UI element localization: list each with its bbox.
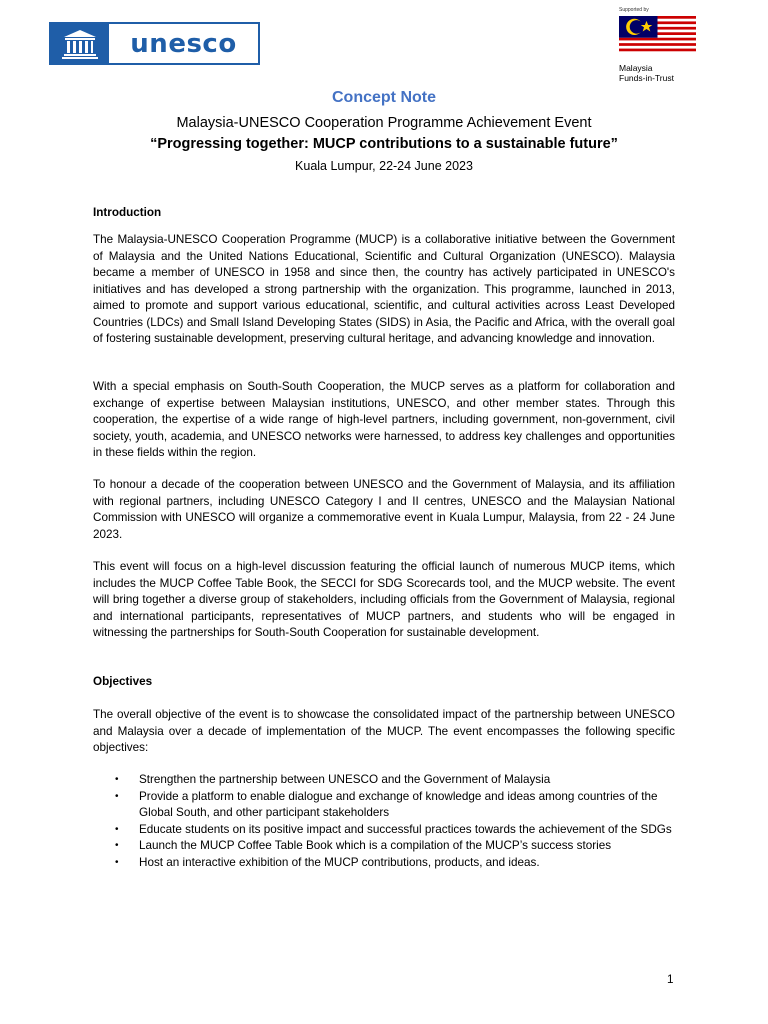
malaysia-fit-label: Malaysia Funds-in-Trust xyxy=(619,63,674,83)
introduction-heading: Introduction xyxy=(93,206,162,219)
event-location-date: Kuala Lumpur, 22-24 June 2023 xyxy=(295,159,473,173)
intro-paragraph-4: This event will focus on a high-level discussion featuring the official launch of numerous MUCP items, which includes the MUCP Coffee Table Book, the SECCI for SDG Scorecards tool, and the MUCP website. The event will bring together a diverse group of stakeholders, including officials from the Government of Malaysia, regional and international participants, representatives of MUCP partners, and students who will be engaged in witnessing the partnerships for South-South Cooperation for sustainable development. xyxy=(93,560,675,639)
unesco-wordmark: unesco xyxy=(130,28,237,59)
malaysia-fit-logo xyxy=(619,6,729,83)
list-item: • Provide a platform to enable dialogue and exchange of knowledge and ideas among countries of the Global South, and other participant stakeholders xyxy=(115,789,658,819)
bullet-icon: • xyxy=(115,774,119,785)
intro-paragraph-2: With a special emphasis on South-South Cooperation, the MUCP serves as a platform for collaboration and exchange of expertise between Malaysian institutions, UNESCO, and other member states. Through this cooperation, the expertise of a wide range of high-level partners, including government, non-government, civil society, youth, academia, and UNESCO networks were harnessed, to address key challenges and opportunities in these fields within the region. xyxy=(93,380,675,459)
bullet-icon: • xyxy=(115,856,119,868)
unesco-logo xyxy=(49,22,260,65)
concept-note-title: Concept Note xyxy=(332,89,436,106)
list-item: • Launch the MUCP Coffee Table Book which is a compilation of the MUCP’s success stories xyxy=(93,838,683,855)
objectives-intro: The overall objective of the event is to showcase the consolidated impact of the partnership between UNESCO and Malaysia over a decade of implementation of the MUCP. The event encompasses the following specific objectives: xyxy=(93,708,675,754)
event-subtitle: Malaysia-UNESCO Cooperation Programme Achievement Event xyxy=(176,115,592,131)
intro-paragraph-3: To honour a decade of the cooperation between UNESCO and the Government of Malaysia, and its affiliation with regional partners, including UNESCO Category I and II centres, UNESCO and the Malaysian National Commission with UNESCO will organize a commemorative event in Kuala Lumpur, Malaysia, from 22 - 24 June 2023. xyxy=(93,478,675,541)
objectives-heading: Objectives xyxy=(93,675,153,688)
list-item: • Host an interactive exhibition of the MUCP contributions, products, and ideas. xyxy=(93,855,683,872)
bullet-icon: • xyxy=(115,790,119,802)
bullet-icon: • xyxy=(115,823,119,835)
bullet-icon: • xyxy=(115,840,119,851)
page-number: 1 xyxy=(667,973,674,986)
malaysia-flag-icon xyxy=(619,16,696,54)
event-theme: “Progressing together: MUCP contributions to a sustainable future” xyxy=(150,136,618,152)
unesco-temple-icon xyxy=(51,24,109,63)
supported-by-label: Supported by xyxy=(619,7,649,13)
intro-paragraph-1: The Malaysia-UNESCO Cooperation Programme (MUCP) is a collaborative initiative between the Government of Malaysia and the United Nations Educational, Scientific and Cultural Organization (UNESCO). Malaysia became a member of UNESCO in 1958 and since then, the country has actively participated in UNESCO's initiatives and has developed a strong partnership with the organization. This programme, launched in 2013, aimed to promote and support various educational, scientific, and cultural activities across Least Developed Countries (LDCs) and Small Island Developing States (SIDS) in Asia, the Pacific and Africa, with the overall goal of fostering sustainable development, preserving cultural heritage, and advancing knowledge and innovation. xyxy=(93,233,675,345)
objectives-list xyxy=(93,772,683,871)
list-item: • Strengthen the partnership between UNESCO and the Government of Malaysia xyxy=(93,772,683,789)
list-item: • Educate students on its positive impact and successful practices towards the achievement of the SDGs xyxy=(93,822,683,839)
